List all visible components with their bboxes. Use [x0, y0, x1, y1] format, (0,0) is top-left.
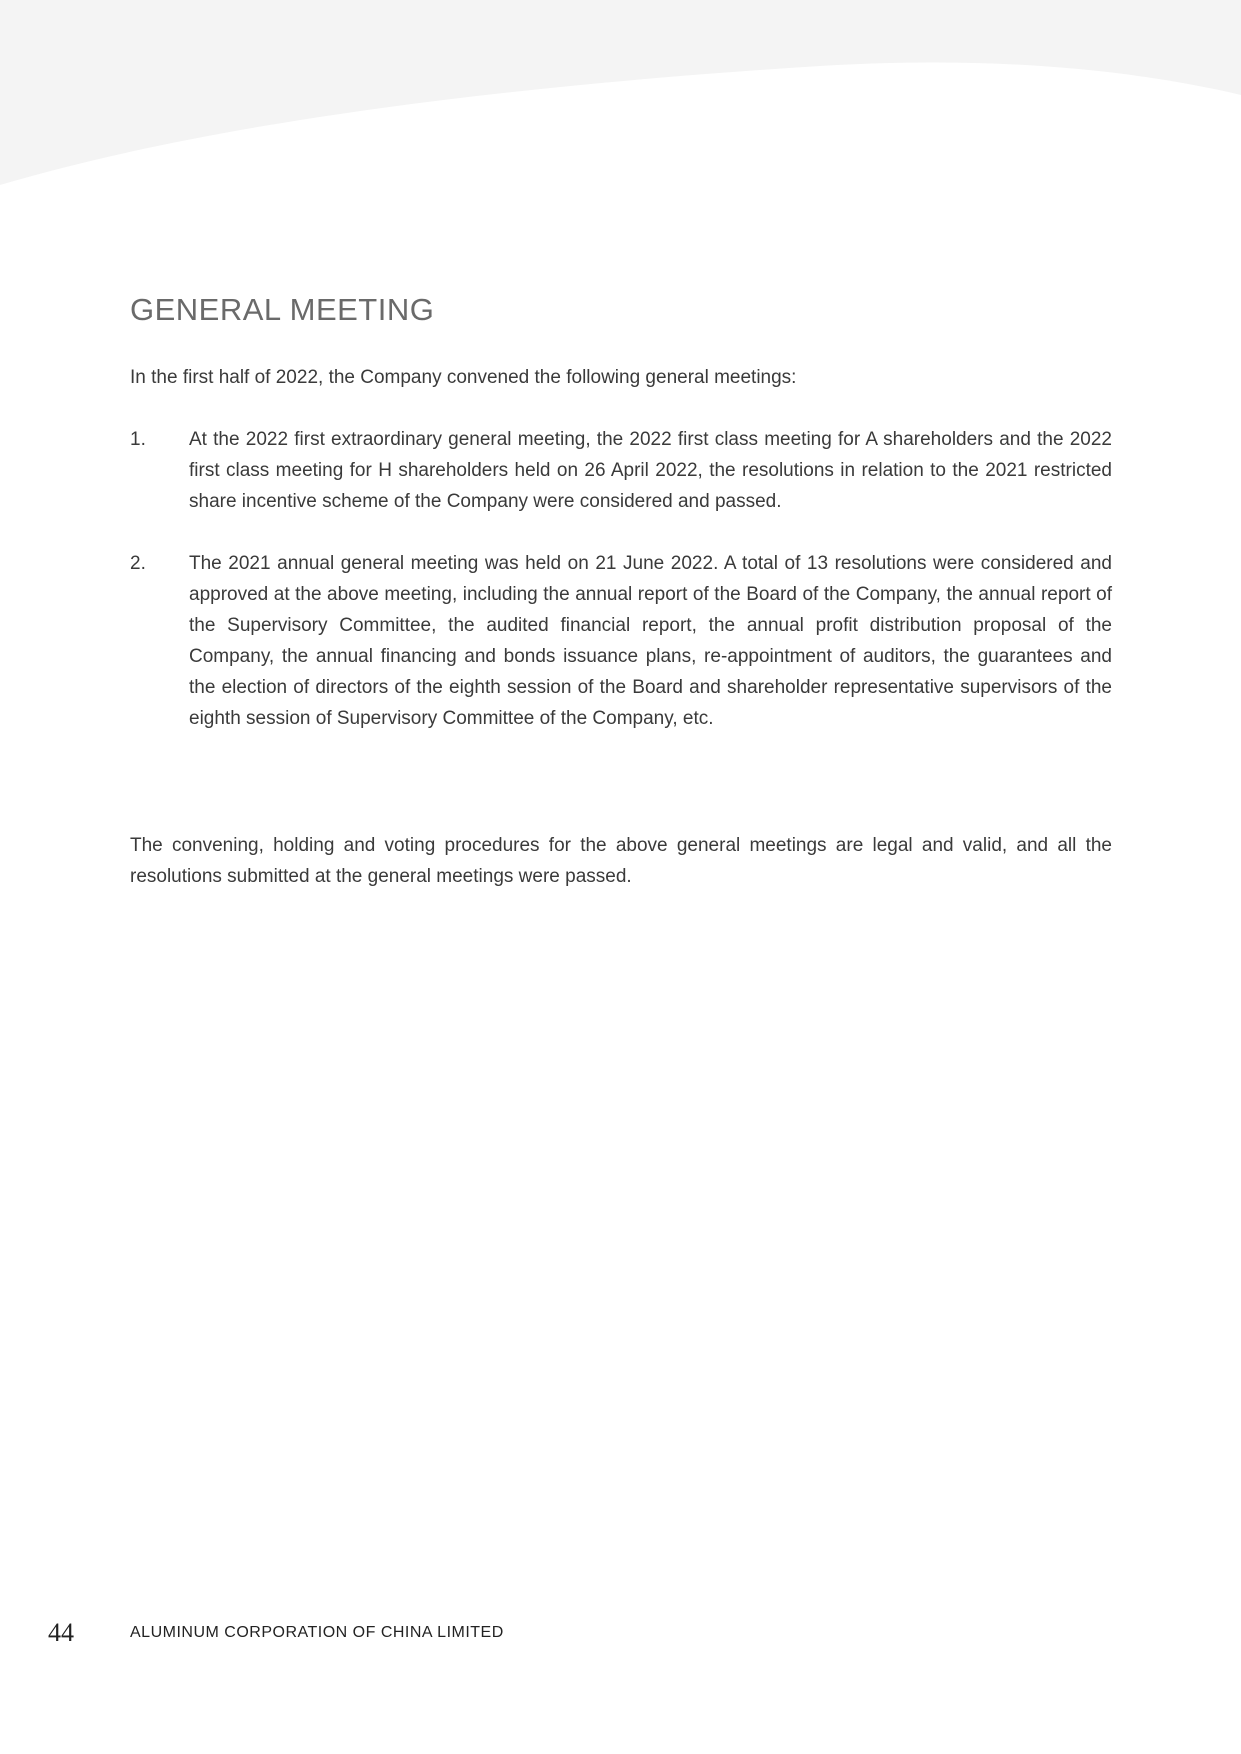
meeting-list: [130, 424, 1112, 765]
decorative-header-band: [0, 0, 1241, 200]
list-item-text: At the 2022 first extraordinary general meeting, the 2022 first class meeting for A shareholders and the 2022 first class meeting for H shareholders held on 26 April 2022, the resolutions in relation to the 2021 restricted share incentive scheme of the Company were considered and passed.: [189, 429, 1112, 512]
list-item-number: 1.: [130, 429, 146, 450]
list-item-number: 2.: [130, 553, 146, 574]
section-heading: GENERAL MEETING: [130, 292, 435, 327]
closing-paragraph: The convening, holding and voting procedures for the above general meetings are legal and valid, and all the resolutions submitted at the general meetings were passed.: [130, 835, 1112, 887]
intro-paragraph: In the first half of 2022, the Company convened the following general meetings:: [130, 367, 797, 388]
footer-company-name: ALUMINUM CORPORATION OF CHINA LIMITED: [130, 1624, 504, 1641]
page-number: 44: [48, 1618, 74, 1647]
list-item: [130, 424, 1112, 517]
list-item: [130, 548, 1112, 734]
list-item-text: The 2021 annual general meeting was held on 21 June 2022. A total of 13 resolutions were considered and approved at the above meeting, including the annual report of the Board of the Company, the annual report of the Supervisory Committee, the audited financial report, the annual profit distribution proposal of the Company, the annual financing and bonds issuance plans, re-appointment of auditors, the guarantees and the election of directors of the eighth session of the Board and shareholder representative supervisors of the eighth session of Supervisory Committee of the Company, etc.: [189, 553, 1112, 729]
